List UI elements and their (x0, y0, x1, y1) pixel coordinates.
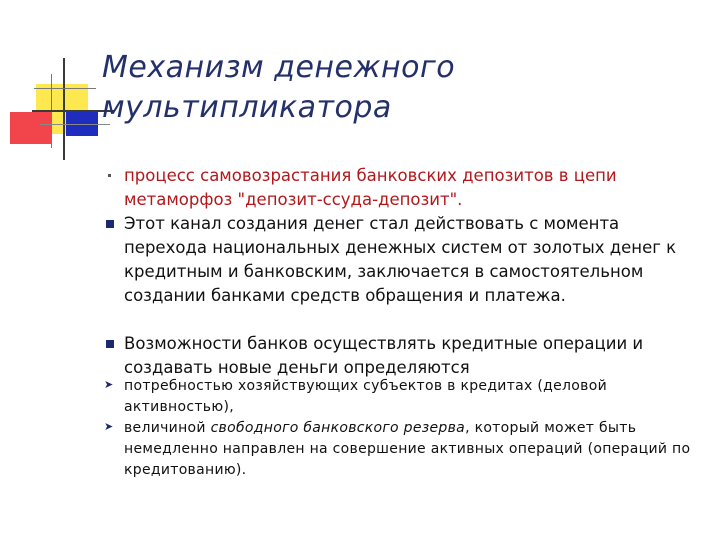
square-bullet-icon (106, 220, 114, 228)
slide-title: Механизм денежного мультипликатора (102, 50, 456, 125)
arrow-bullet-icon: ➤ (104, 420, 114, 433)
list-item-text: потребностью хозяйствующих субъектов в кредитах (деловой активностью), (124, 378, 607, 415)
arrow-bullet-icon: ➤ (104, 378, 114, 391)
vertical-line (63, 58, 65, 160)
horizontal-line (34, 88, 96, 89)
list-item-text: Этот канал создания денег стал действовать с момента перехода национальных денежных систем от золотых денег к кредитным и банковским, заключается в самостоятельном создании банками средств обращения и платежа. (124, 214, 677, 305)
list-item-text (124, 418, 698, 481)
red-square (10, 112, 52, 144)
small-dot-icon (108, 174, 111, 177)
square-bullet-icon (106, 340, 114, 348)
text-fragment: величиной (124, 420, 211, 436)
text-fragment: , который может быть немедленно направлен на совершение активных операций (операций по кредитованию). (124, 420, 691, 478)
horizontal-line (40, 124, 110, 125)
list-item-text: процесс самовозрастания банковских депозитов в цепи метаморфоз "депозит-ссуда-депозит". (124, 166, 617, 209)
italic-term: свободного банковского резерва (210, 420, 466, 436)
list-item-text: Возможности банков осуществлять кредитные операции и создавать новые деньги определяются (124, 334, 644, 377)
